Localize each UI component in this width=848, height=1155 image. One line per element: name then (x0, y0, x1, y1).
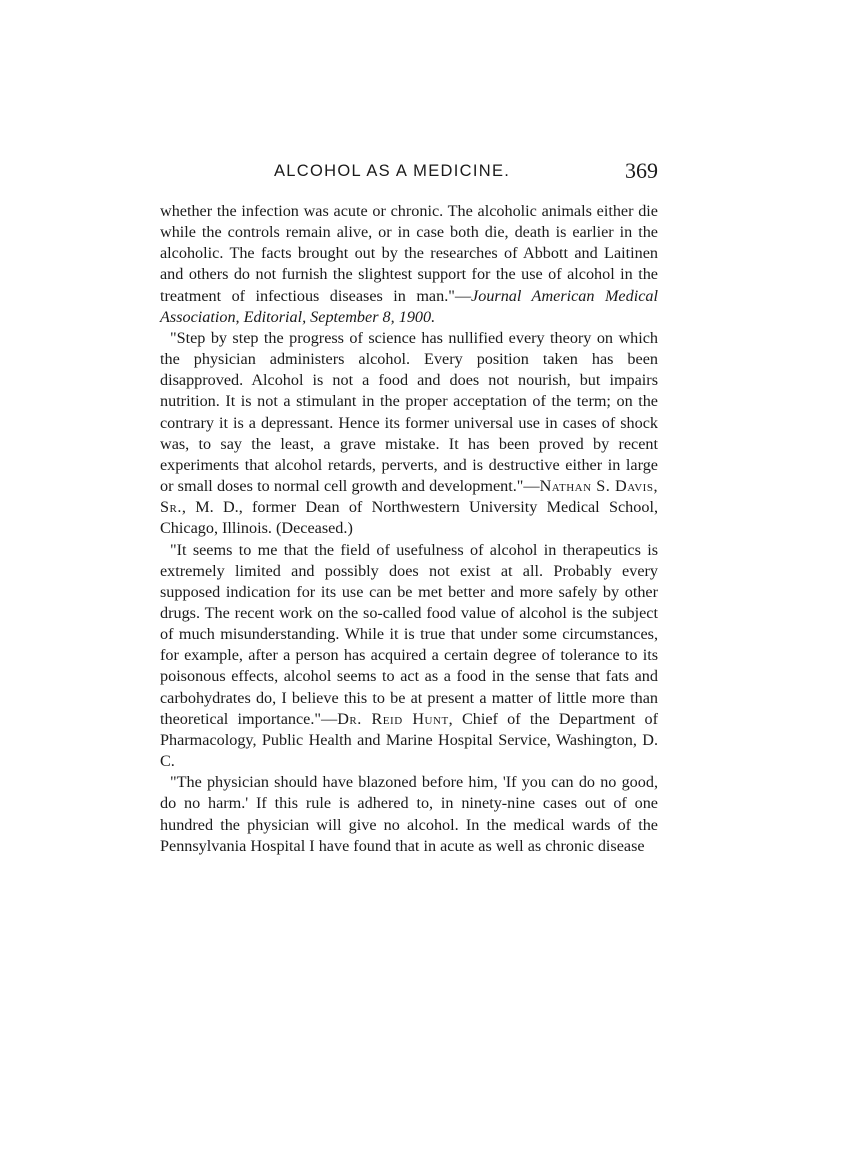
paragraph-1 (160, 201, 658, 328)
paragraph-3-affiliation: , Chief of the Department of Pharmacology, Public Health and Marine Hospital Service, Washington, D. C. (160, 709, 658, 771)
book-page (160, 158, 658, 857)
paragraph-2-author: Nathan S. Davis, Sr. (160, 477, 658, 517)
paragraph-4-text: "The physician should have blazoned before him, 'If you can do no good, do no harm.' If this rule is adhered to, in ninety-nine cases out of one hundred the physician will give no alcohol. In the medical wards of the Pennsylvania Hospital I have found that in acute as well as chronic disease (160, 773, 658, 855)
paragraph-4 (160, 772, 658, 857)
paragraph-1-citation: Journal American Medical Association, Editorial, September 8, 1900. (160, 286, 658, 326)
paragraph-2-affiliation: , M. D., former Dean of Northwestern University Medical School, Chicago, Illinois. (Deceased.) (160, 498, 658, 538)
page-number: 369 (625, 158, 658, 183)
body-text (160, 201, 658, 857)
paragraph-3 (160, 540, 658, 773)
paragraph-2-text: "Step by step the progress of science has nullified every theory on which the physician administers alcohol. Every position taken has been disapproved. Alcohol is not a food and does not nourish, but impairs nutrition. It is not a stimulant in the proper acceptation of the term; on the contrary it is a depressant. Hence its former universal use in cases of shock was, to say the least, a grave mistake. It has been proved by recent experiments that alcohol retards, perverts, and is destructive either in large or small doses to normal cell growth and development."— (160, 328, 658, 496)
paragraph-1-text: whether the infection was acute or chronic. The alcoholic animals either die while the controls remain alive, or in case both die, death is earlier in the alcoholic. The facts brought out by the researches of Abbott and Laitinen and others do not furnish the slightest support for the use of alcohol in the treatment of infectious diseases in man."— (160, 202, 658, 305)
paragraph-3-text: "It seems to me that the field of usefulness of alcohol in therapeutics is extremely limited and possibly does not exist at all. Probably every supposed indication for its use can be met better and more safely by other drugs. The recent work on the so-called food value of alcohol is the subject of much misunderstanding. While it is true that under some circumstances, for example, after a person has acquired a certain degree of tolerance to its poisonous effects, alcohol seems to act as a food in the sense that fats and carbohydrates do, I believe this to be at present a matter of little more than theoretical importance."— (160, 540, 658, 728)
running-head (160, 158, 658, 188)
paragraph-2 (160, 328, 658, 540)
paragraph-3-author: Dr. Reid Hunt (337, 709, 449, 728)
running-title: ALCOHOL AS A MEDICINE. (274, 162, 511, 180)
